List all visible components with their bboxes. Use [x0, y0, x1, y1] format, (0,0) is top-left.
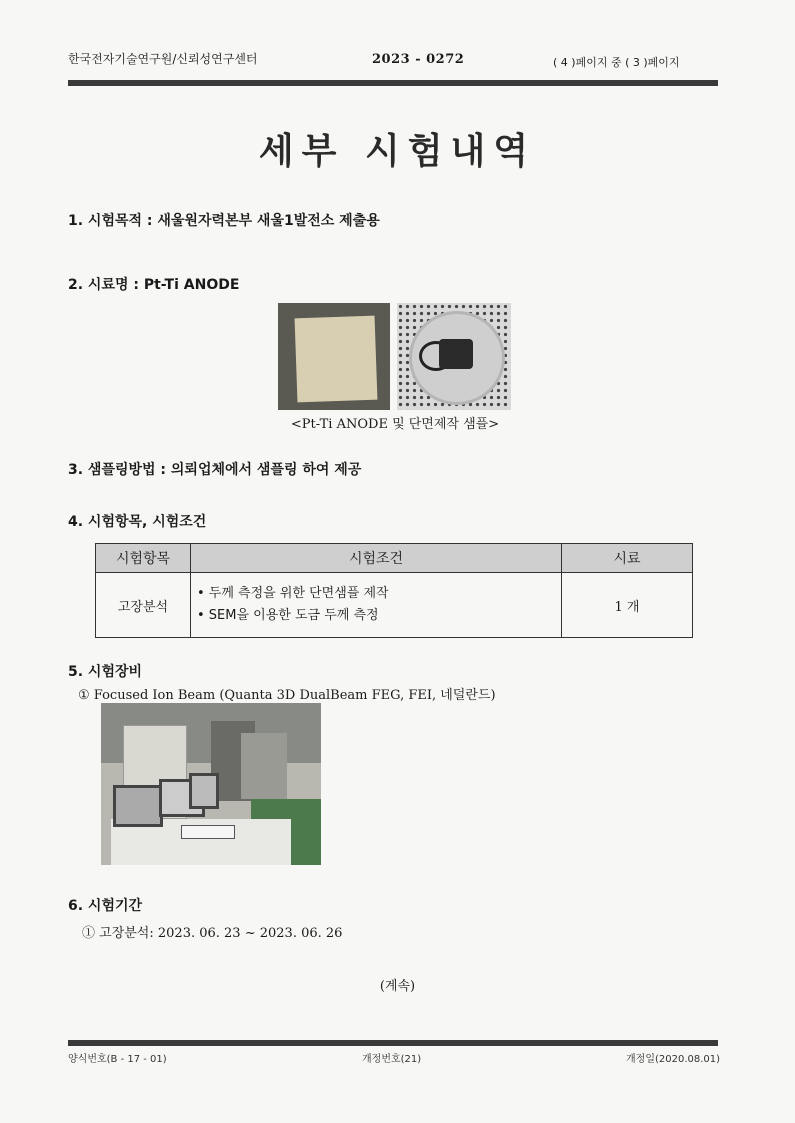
section-equipment: 5. 시험장비 [68, 664, 143, 680]
footer-revision-no: 개정번호(21) [362, 1054, 422, 1065]
sample-photo-anode [278, 303, 390, 410]
header-rule [68, 80, 718, 86]
header-sample: 시료 [562, 544, 693, 573]
equipment-photo [101, 703, 321, 865]
sample-caption: <Pt-Ti ANODE 및 단면제작 샘플> [290, 417, 500, 432]
section-purpose: 1. 시험목적 : 새울원자력본부 새울1발전소 제출용 [68, 213, 380, 229]
footer-revision-date: 개정일(2020.08.01) [626, 1054, 721, 1065]
test-conditions-table [95, 543, 693, 638]
equipment-item: ① Focused Ion Beam (Quanta 3D DualBeam FEG, FEI, 네덜란드) [78, 688, 496, 703]
page-title: 세부 시험내역 [258, 131, 537, 172]
continued-label: (계속) [379, 979, 416, 994]
header-org: 한국전자기술연구원/신뢰성연구센터 [68, 52, 258, 66]
cell-qty: 1 개 [562, 573, 693, 638]
table-header-row [96, 544, 693, 573]
footer-rule [68, 1040, 718, 1046]
footer-form-no: 양식번호(B - 17 - 01) [68, 1054, 167, 1065]
sample-photo-cross-section [397, 303, 511, 410]
section-items: 4. 시험항목, 시험조건 [68, 514, 207, 530]
section-period: 6. 시험기간 [68, 898, 143, 914]
condition-line: • 두께 측정을 위한 단면샘플 제작 [197, 586, 389, 601]
cell-test-item: 고장분석 [96, 573, 191, 638]
table-row [96, 573, 693, 638]
page-indicator: ( 4 )페이지 중 ( 3 )페이지 [553, 56, 680, 69]
cell-conditions [191, 573, 562, 638]
header-test-item: 시험항목 [96, 544, 191, 573]
condition-line: • SEM을 이용한 도금 두께 측정 [197, 608, 379, 623]
section-sample: 2. 시료명 : Pt-Ti ANODE [68, 277, 240, 293]
header-test-condition: 시험조건 [191, 544, 562, 573]
section-sampling: 3. 샘플링방법 : 의뢰업체에서 샘플링 하여 제공 [68, 462, 362, 478]
period-item: ① 고장분석: 2023. 06. 23 ~ 2023. 06. 26 [82, 926, 343, 941]
report-number: 2023 - 0272 [372, 52, 465, 67]
